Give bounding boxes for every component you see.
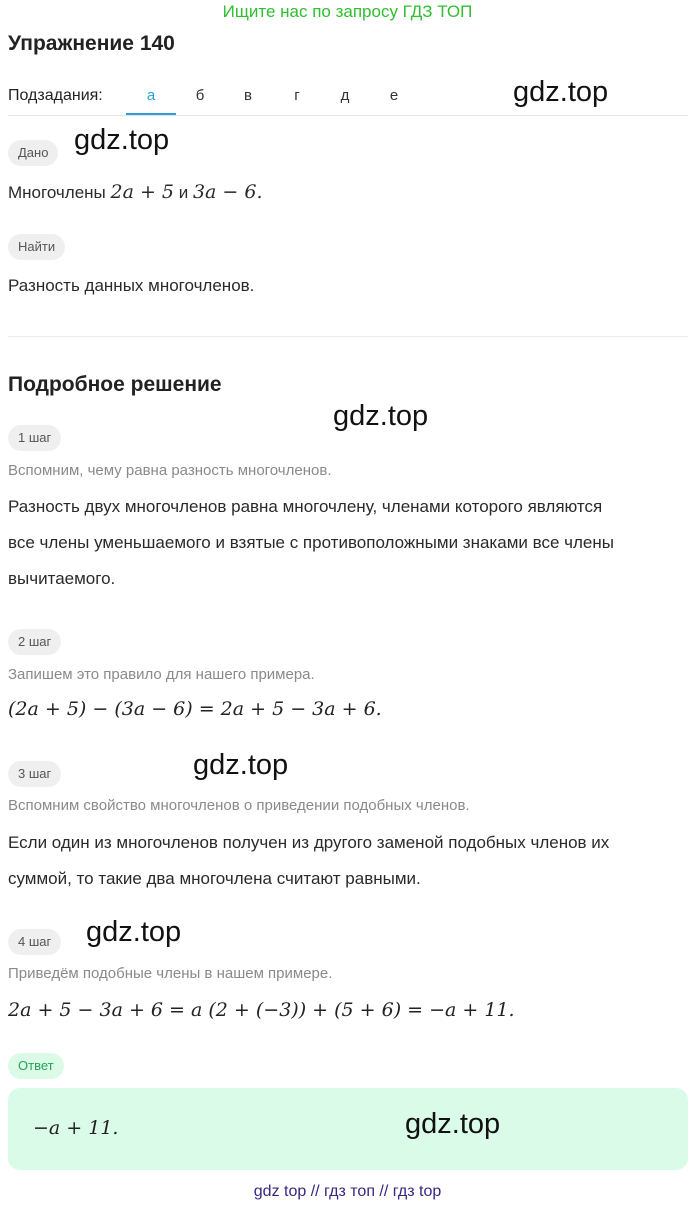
footer-links[interactable]: gdz top // гдз топ // гдз top: [253, 1183, 442, 1200]
step-3-line-2: суммой, то такие два многочлена считают равными.: [8, 869, 421, 888]
given-text: [8, 174, 263, 211]
step-2-formula: (2a + 5) − (3a − 6) = 2a + 5 − 3a + 6.: [8, 698, 382, 720]
given-conjunction: и: [178, 183, 189, 202]
step-1-line-2: все члены уменьшаемого и взятые с противоположными знаками все члены: [8, 533, 614, 552]
tab-g[interactable]: г: [294, 87, 300, 104]
find-text: Разность данных многочленов.: [8, 276, 255, 295]
tabs-divider: [8, 115, 688, 116]
step-3-line-1: Если один из многочленов получен из другого заменой подобных членов их: [8, 833, 610, 852]
section-divider: [8, 336, 688, 337]
step-4-formula: 2a + 5 − 3a + 6 = a (2 + (−3)) + (5 + 6) = −a + 11.: [8, 999, 515, 1021]
step-2-badge: 2 шаг: [8, 629, 61, 655]
tab-v[interactable]: в: [244, 87, 252, 104]
step-1-line-1: Разность двух многочленов равна многочлену, членами которого являются: [8, 497, 603, 516]
step-2-hint: Запишем это правило для нашего примера.: [8, 666, 315, 683]
tab-e[interactable]: е: [389, 87, 399, 104]
watermark: gdz.top: [405, 1108, 501, 1140]
watermark: gdz.top: [193, 749, 289, 781]
step-1-line-3: вычитаемого.: [8, 569, 116, 588]
tab-d[interactable]: д: [340, 87, 350, 104]
step-4-hint: Приведём подобные члены в нашем примере.: [8, 965, 333, 982]
watermark: gdz.top: [333, 400, 429, 432]
polynomial-1: 2a + 5: [110, 181, 174, 203]
tab-a[interactable]: а: [126, 87, 176, 115]
page-title: Упражнение 140: [8, 32, 175, 55]
tab-b[interactable]: б: [195, 87, 205, 104]
given-badge: Дано: [8, 140, 58, 166]
answer-badge: Ответ: [8, 1053, 64, 1079]
find-badge: Найти: [8, 234, 65, 260]
watermark: gdz.top: [86, 916, 182, 948]
subtasks-label: Подзадания:: [8, 87, 103, 104]
step-1-hint: Вспомним, чему равна разность многочленов.: [8, 462, 332, 479]
step-4-badge: 4 шаг: [8, 929, 61, 955]
given-prefix: Многочлены: [8, 183, 106, 202]
step-1-badge: 1 шаг: [8, 425, 61, 451]
solution-title: Подробное решение: [8, 373, 222, 396]
watermark: gdz.top: [74, 124, 170, 156]
step-3-badge: 3 шаг: [8, 761, 61, 787]
search-banner: Ищите нас по запросу ГДЗ ТОП: [222, 2, 473, 21]
step-3-hint: Вспомним свойство многочленов о приведении подобных членов.: [8, 797, 470, 814]
watermark: gdz.top: [513, 76, 609, 108]
answer-value: −a + 11.: [33, 1117, 119, 1139]
polynomial-2: 3a − 6.: [192, 181, 263, 203]
